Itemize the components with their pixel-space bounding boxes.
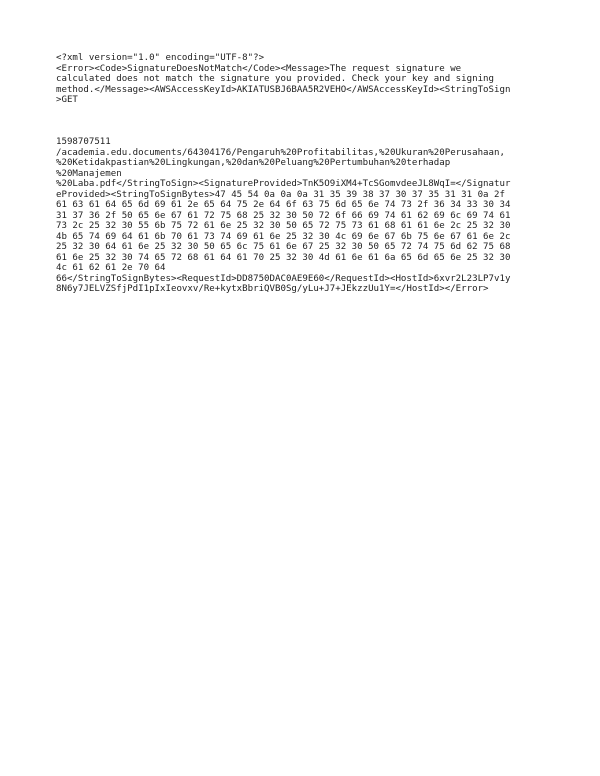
hex-bytes-line: 73 2c 25 32 30 55 6b 75 72 61 6e 25 32 30 50 65 72 75 73 61 68 61 61 6e 2c 25 32 30	[56, 221, 511, 231]
resource-path-line: %20Manajemen	[56, 168, 122, 179]
hex-bytes-line: 61 63 61 64 65 6d 69 61 2e 65 64 75 2e 64 6f 63 75 6d 65 6e 74 73 2f 36 34 33 30 34	[56, 200, 511, 210]
xml-error-document	[56, 53, 548, 295]
host-id-line: 8N6y7JELVZSfjPdI1pIxIeovxv/Re+kytxBbriQVB0Sg/yLu+J7+JEkzzUu1Y=</HostId></Error>	[56, 284, 489, 294]
hex-bytes-line: 25 32 30 64 61 6e 25 32 30 50 65 6c 75 61 6e 67 25 32 30 50 65 72 74 75 6d 62 75 68	[56, 242, 511, 252]
blank-line	[56, 106, 548, 117]
error-message-line: calculated does not match the signature you provided. Check your key and signing	[56, 74, 494, 84]
blank-line	[56, 116, 548, 127]
expires-timestamp-line: 1598707511	[56, 137, 111, 147]
hex-bytes-line: 61 6e 25 32 30 74 65 72 68 61 64 61 70 25 32 30 4d 61 6e 61 6a 65 6d 65 6e 25 32 30	[56, 252, 511, 263]
string-to-sign-method-line: >GET	[56, 95, 78, 105]
hex-bytes-line: 4b 65 74 69 64 61 6b 70 61 73 74 69 61 6e 25 32 30 4c 69 6e 67 6b 75 6e 67 61 6e 2c	[56, 231, 511, 242]
hex-bytes-line: 4c 61 62 61 2e 70 64	[56, 263, 166, 273]
blank-line	[56, 127, 548, 138]
resource-path-line: /academia.edu.documents/64304176/Pengaruh%20Profitabilitas,%20Ukuran%20Perusahaan,	[56, 147, 505, 158]
access-key-line: method.</Message><AWSAccessKeyId>AKIATUSBJ6BAA5R2VEHO</AWSAccessKeyId><StringToSign	[56, 84, 511, 95]
hex-bytes-line: 31 37 36 2f 50 65 6e 67 61 72 75 68 25 32 30 50 72 6f 66 69 74 61 62 69 6c 69 74 61	[56, 210, 511, 221]
error-code-line: <Error><Code>SignatureDoesNotMatch</Code><Message>The request signature we	[56, 63, 462, 74]
resource-path-line: %20Ketidakpastian%20Lingkungan,%20dan%20Peluang%20Pertumbuhan%20terhadap	[56, 158, 451, 168]
string-to-sign-bytes-line: eProvided><StringToSignBytes>47 45 54 0a 0a 0a 31 35 39 38 37 30 37 35 31 31 0a 2f	[56, 189, 505, 200]
request-id-line: 66</StringToSignBytes><RequestId>DD8750DAC0AE9E60</RequestId><HostId>6xvr2L23LP7v1y	[56, 273, 511, 284]
xml-declaration-line: <?xml version="1.0" encoding="UTF-8"?>	[56, 53, 265, 63]
signature-provided-line: %20Laba.pdf</StringToSign><SignatureProvided>TnK5O9iXM4+TcSGomvdeeJL8WqI=</Signatur	[56, 179, 511, 189]
